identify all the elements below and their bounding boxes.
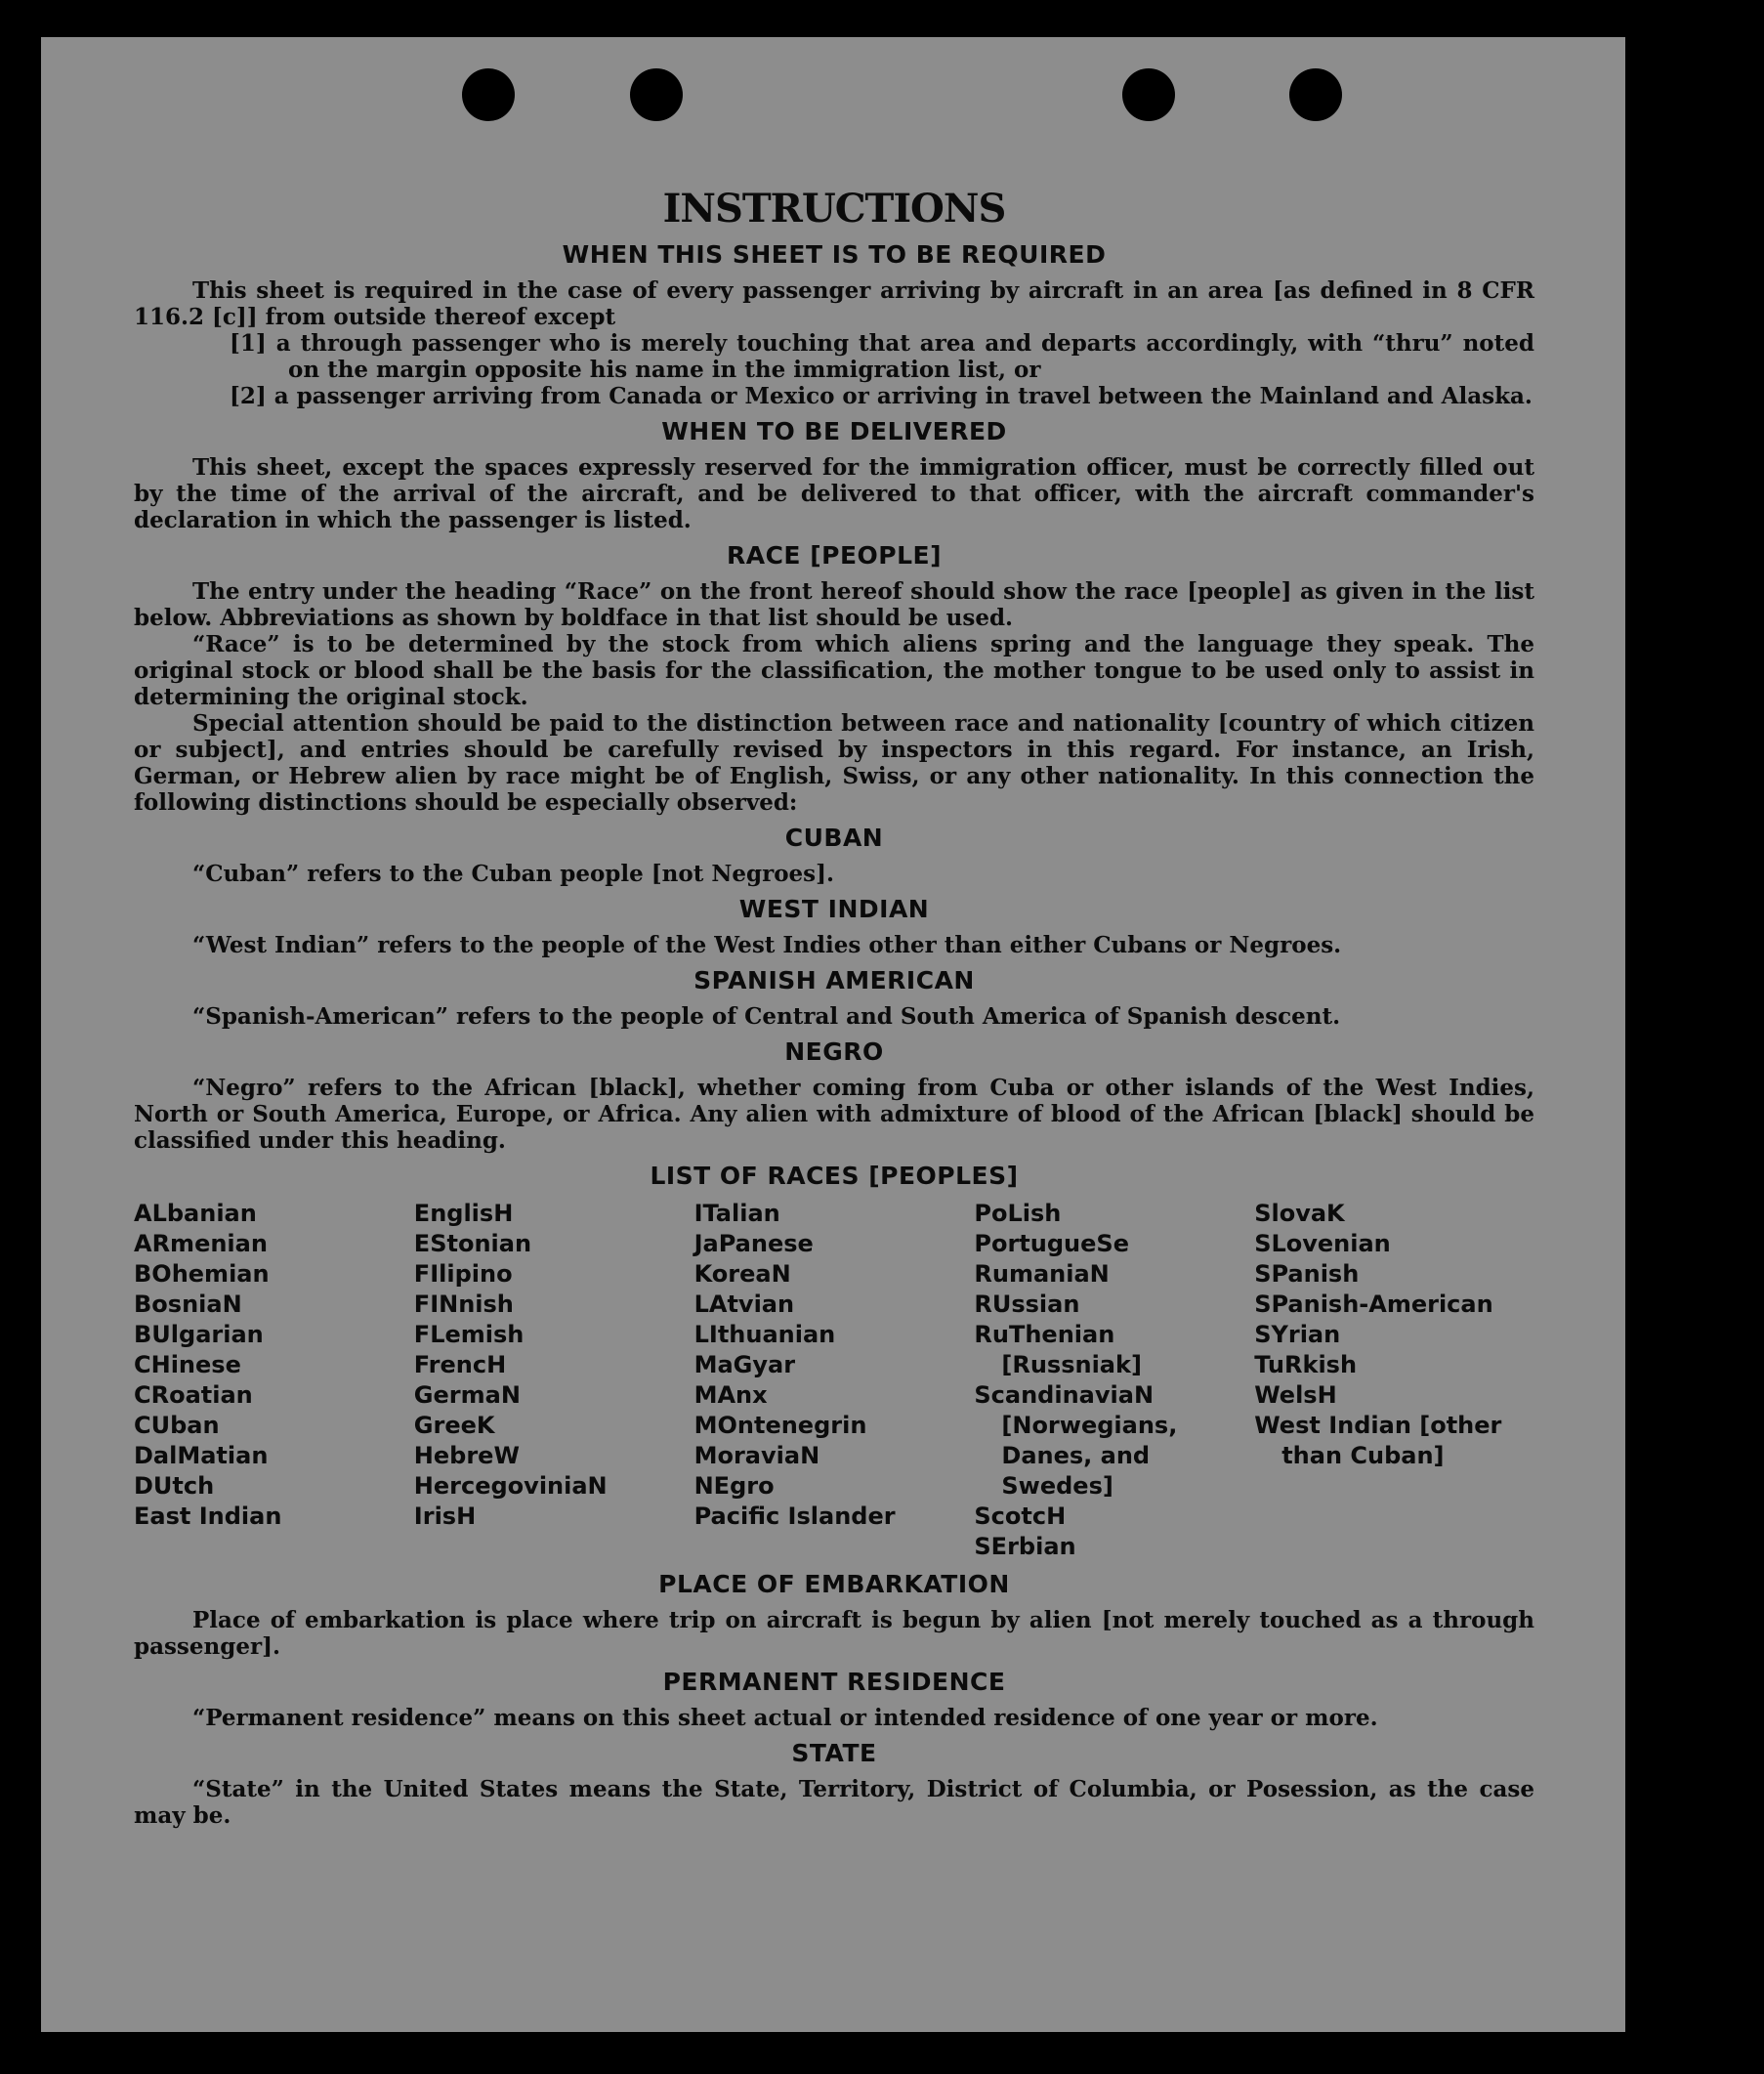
document-content — [134, 147, 1534, 1829]
section — [134, 895, 1534, 958]
race-item: West Indian [other than Cuban] — [1254, 1412, 1502, 1469]
race-item: DUtch — [134, 1472, 215, 1500]
punch-hole — [1289, 68, 1342, 121]
section — [134, 966, 1534, 1030]
race-item: SLovenian — [1254, 1230, 1391, 1257]
race-item: GreeK — [413, 1412, 495, 1439]
list-item: [2] a passenger arriving from Canada or Mexico or arriving in travel between the Mainland and Alaska. — [230, 383, 1533, 409]
race-item: RuThenian [Russniak] — [974, 1321, 1142, 1378]
race-item: DalMatian — [134, 1442, 269, 1469]
instruction-sections — [134, 240, 1534, 1154]
race-item: FrencH — [413, 1351, 507, 1378]
section — [134, 417, 1534, 533]
section-heading: PLACE OF EMBARKATION — [658, 1570, 1010, 1598]
race-column — [134, 1199, 414, 1562]
punch-hole — [630, 68, 683, 121]
list-item: [1] a through passenger who is merely touching that area and departs accordingly, with “thru” noted on the margin opposite his name in the immigration list, or — [230, 330, 1534, 383]
race-item: KoreaN — [693, 1260, 791, 1288]
race-item: ITalian — [693, 1200, 780, 1227]
race-item: ALbanian — [134, 1200, 257, 1227]
section-heading: WHEN TO BE DELIVERED — [661, 417, 1007, 445]
punch-hole — [462, 68, 515, 121]
race-item: SErbian — [974, 1533, 1076, 1560]
race-item: RumaniaN — [974, 1260, 1110, 1288]
race-item: PortugueSe — [974, 1230, 1129, 1257]
section — [134, 240, 1534, 409]
race-item: HercegoviniaN — [413, 1472, 608, 1500]
race-item: BOhemian — [134, 1260, 270, 1288]
race-item: JaPanese — [693, 1230, 814, 1257]
document-sheet — [41, 37, 1625, 2032]
race-item: CHinese — [134, 1351, 241, 1378]
section — [134, 1668, 1534, 1731]
race-item: IrisH — [413, 1503, 477, 1530]
race-item: PoLish — [974, 1200, 1062, 1227]
final-sections — [134, 1570, 1534, 1829]
race-item: FINnish — [413, 1291, 514, 1318]
paragraph: This sheet is required in the case of every passenger arriving by aircraft in an area [as defined in 8 CFR 116.2 [c]] from outside thereof except — [134, 277, 1534, 330]
race-item: FLemish — [413, 1321, 525, 1348]
race-item: CUban — [134, 1412, 220, 1439]
paragraph: “State” in the United States means the State, Territory, District of Columbia, or Posession, as the case may be. — [134, 1776, 1534, 1829]
race-item: SPanish-American — [1254, 1291, 1493, 1318]
section — [134, 541, 1534, 816]
race-item: SPanish — [1254, 1260, 1360, 1288]
race-item: ScandinaviaN [Norwegians, Danes, and Swedes] — [974, 1381, 1178, 1500]
race-item: Pacific Islander — [693, 1503, 896, 1530]
race-item: ARmenian — [134, 1230, 268, 1257]
section-heading: RACE [PEOPLE] — [726, 541, 943, 570]
section — [134, 1570, 1534, 1660]
race-item: HebreW — [413, 1442, 520, 1469]
paragraph: “Negro” refers to the African [black], whether coming from Cuba or other islands of the West Indies, North or South America, Europe, or Africa. Any alien with admixture of blood of the African [black] should be classified under this heading. — [134, 1075, 1534, 1154]
race-column — [1254, 1199, 1534, 1562]
race-item: TuRkish — [1254, 1351, 1358, 1378]
page-title: INSTRUCTIONS — [662, 186, 1006, 232]
paragraph: “Race” is to be determined by the stock from which aliens spring and the language they speak. The original stock or blood shall be the basis for the classification, the mother tongue to be used only to assist in determining the original stock. — [134, 631, 1534, 710]
paragraph: “Cuban” refers to the Cuban people [not Negroes]. — [192, 861, 835, 887]
section-heading: WHEN THIS SHEET IS TO BE REQUIRED — [562, 240, 1107, 269]
race-item: LAtvian — [693, 1291, 795, 1318]
paragraph: “West Indian” refers to the people of the West Indies other than either Cubans or Negroes. — [192, 932, 1342, 958]
race-item: CRoatian — [134, 1381, 253, 1409]
paragraph: This sheet, except the spaces expressly reserved for the immigration officer, must be correctly filled out by the time of the arrival of the aircraft, and be delivered to that officer, with the aircraft commander's declaration in which the passenger is listed. — [134, 454, 1534, 533]
race-item: EStonian — [413, 1230, 532, 1257]
race-item: MAnx — [693, 1381, 768, 1409]
race-item: GermaN — [413, 1381, 521, 1409]
paragraph: Place of embarkation is place where trip on aircraft is begun by alien [not merely touched as a through passenger]. — [134, 1607, 1534, 1660]
race-column — [694, 1199, 975, 1562]
section — [134, 1739, 1534, 1829]
race-item: SlovaK — [1254, 1200, 1345, 1227]
paragraph: “Spanish-American” refers to the people of Central and South America of Spanish descent. — [192, 1003, 1341, 1030]
race-item: EnglisH — [413, 1200, 514, 1227]
race-column — [974, 1199, 1254, 1562]
race-column — [414, 1199, 694, 1562]
section-heading: WEST INDIAN — [738, 895, 930, 923]
punch-hole — [1122, 68, 1175, 121]
race-item: MoraviaN — [693, 1442, 820, 1469]
paragraph: The entry under the heading “Race” on the front hereof should show the race [people] as given in the list below. Abbreviations as shown by boldface in that list should be used. — [134, 578, 1534, 631]
race-item: East Indian — [134, 1503, 282, 1530]
section — [134, 1037, 1534, 1154]
race-item: BosniaN — [134, 1291, 242, 1318]
race-item: WelsH — [1254, 1381, 1337, 1409]
race-item: SYrian — [1254, 1321, 1341, 1348]
section — [134, 824, 1534, 887]
section-heading: PERMANENT RESIDENCE — [662, 1668, 1006, 1696]
race-item: NEgro — [693, 1472, 775, 1500]
paragraph: “Permanent residence” means on this sheet actual or intended residence of one year or more. — [192, 1705, 1378, 1731]
race-item: BUlgarian — [134, 1321, 264, 1348]
paragraph: Special attention should be paid to the distinction between race and nationality [country of which citizen or subject], and entries should be carefully revised by inspectors in this regard. For instance, an Irish, German, or Hebrew alien by race might be of English, Swiss, or any other nationality. In this connection the following distinctions should be especially observed: — [134, 710, 1534, 816]
race-item: RUssian — [974, 1291, 1080, 1318]
section-heading: CUBAN — [784, 824, 884, 852]
race-item: MOntenegrin — [693, 1412, 867, 1439]
section-heading: NEGRO — [784, 1037, 884, 1066]
section-heading: SPANISH AMERICAN — [693, 966, 975, 995]
race-item: LIthuanian — [693, 1321, 836, 1348]
section-heading: STATE — [791, 1739, 877, 1767]
race-item: MaGyar — [693, 1351, 796, 1378]
races-heading: LIST OF RACES [PEOPLES] — [650, 1162, 1019, 1190]
race-item: ScotcH — [974, 1503, 1067, 1530]
race-item: FIlipino — [413, 1260, 513, 1288]
race-list — [134, 1199, 1534, 1562]
